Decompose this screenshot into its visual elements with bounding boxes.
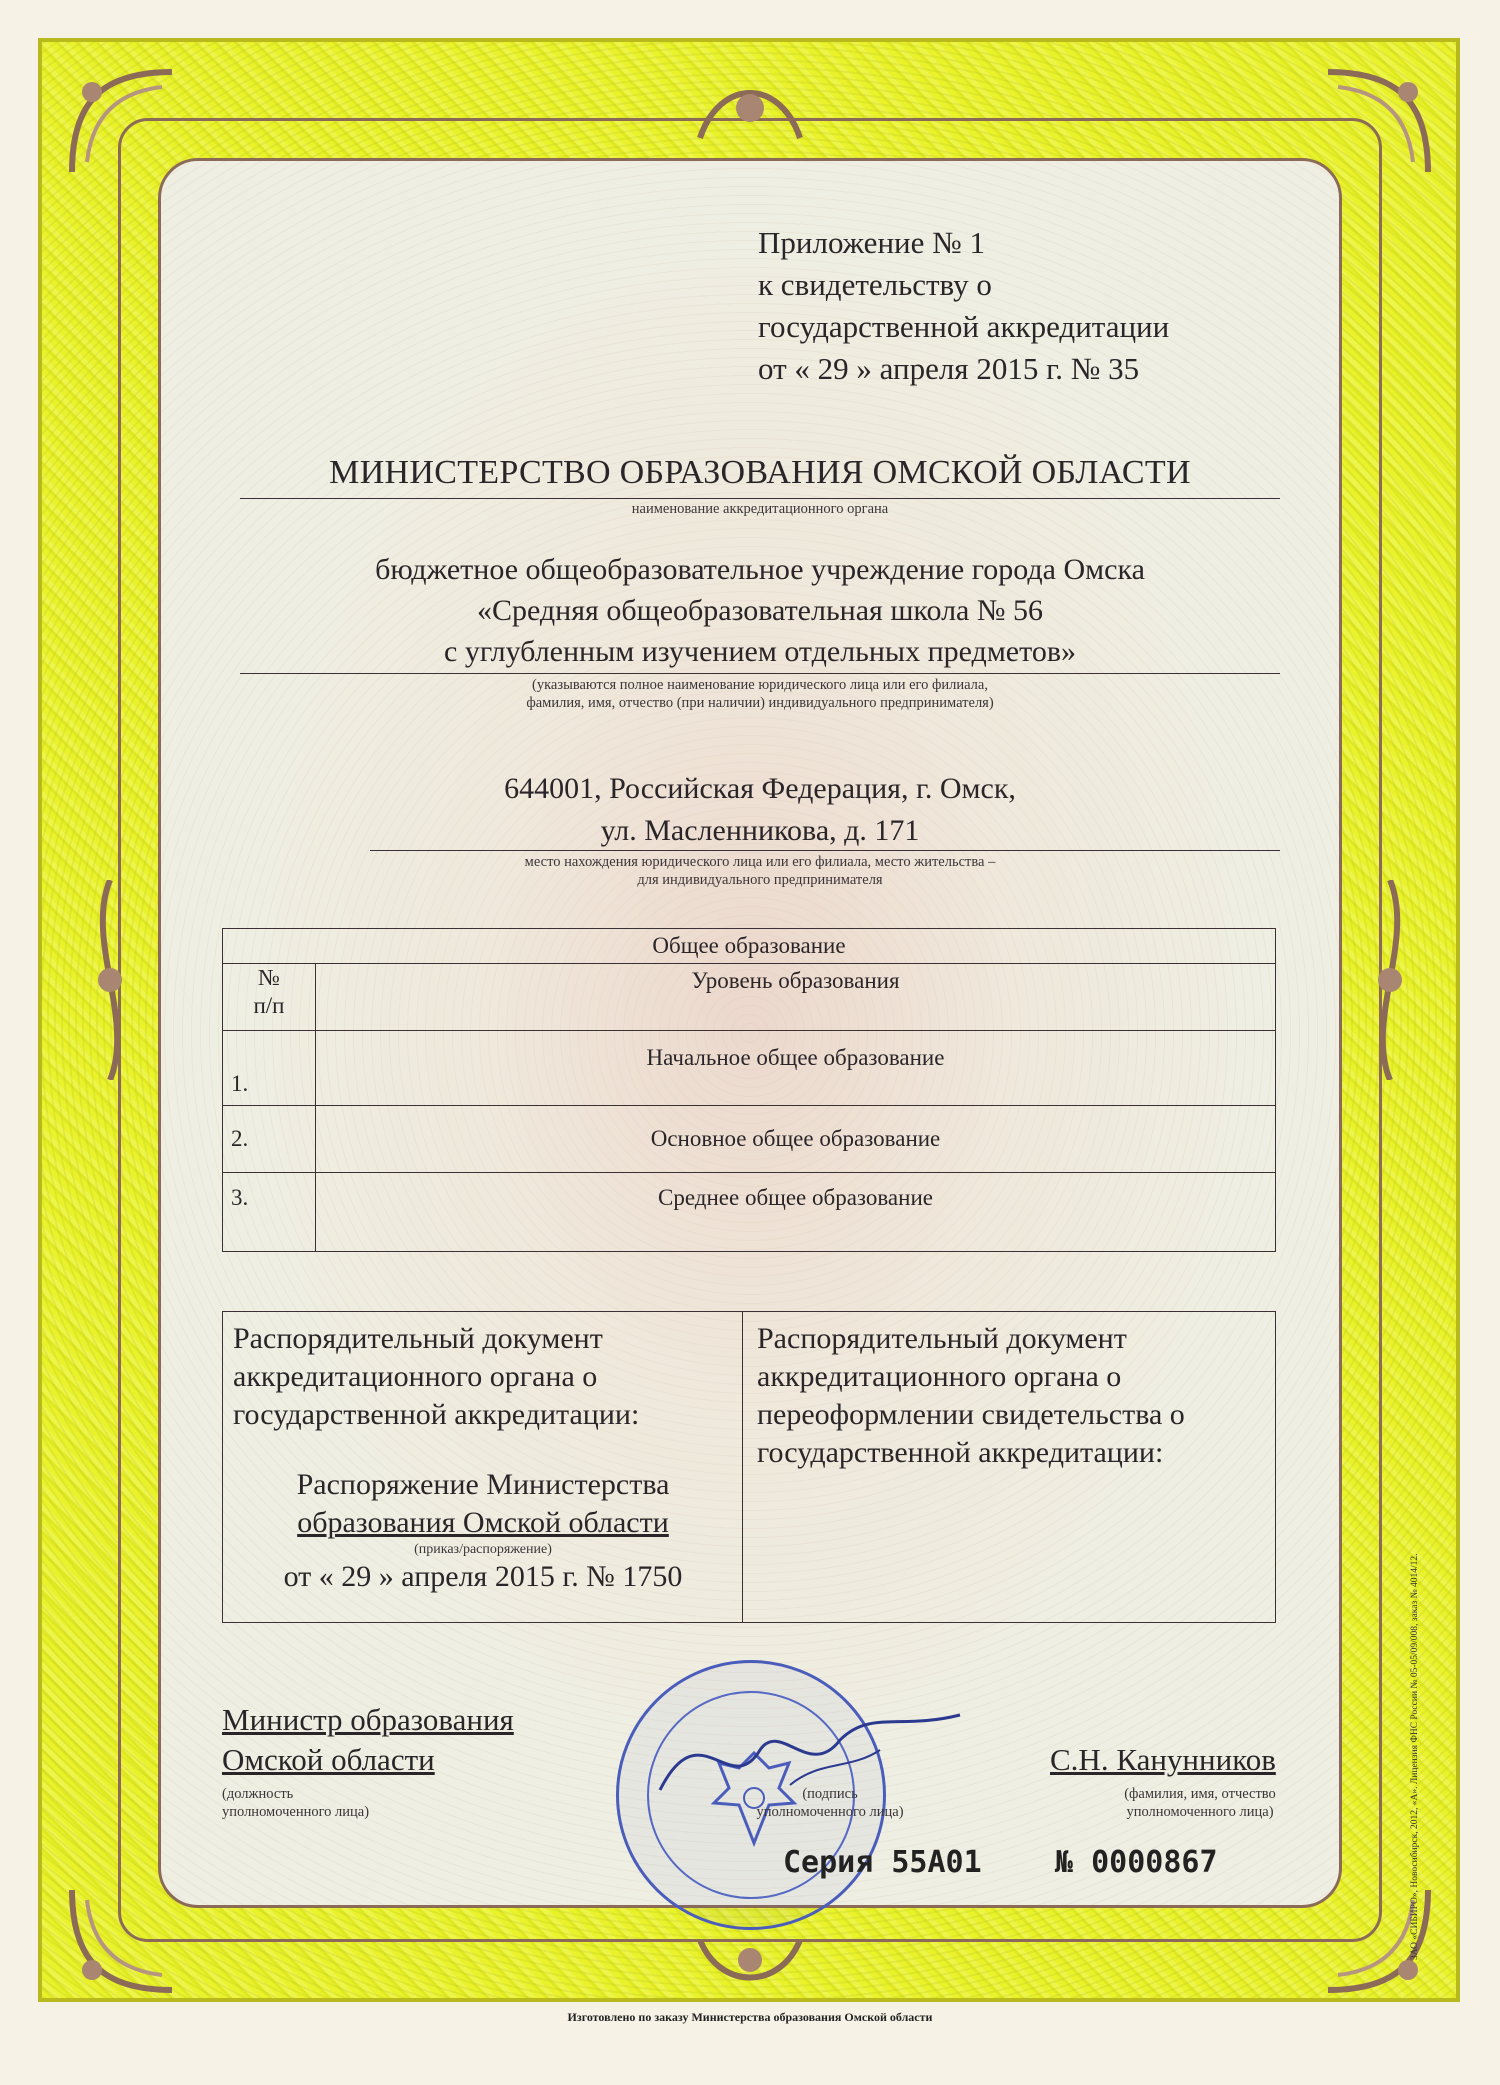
signature-caption	[700, 1785, 960, 1821]
order-title-line-1: Распоряжение Министерства	[296, 1468, 670, 1501]
sign-caption-line-1: (подпись	[802, 1786, 858, 1802]
row-level: Среднее общее образование	[316, 1173, 1276, 1252]
organization-caption-1: (указываются полное наименование юридического лица или его филиала,	[532, 677, 988, 693]
organization-line-2: «Средняя общеобразовательная школа № 56	[476, 594, 1043, 627]
accreditation-heading-line-3: государственной аккредитации:	[233, 1398, 640, 1431]
address-underline	[370, 850, 1280, 851]
order-title-line-2: образования Омской области	[297, 1506, 669, 1539]
annex-line-1: Приложение № 1	[758, 225, 985, 260]
column-header-level: Уровень образования	[316, 964, 1276, 1031]
corner-ornament-bottom-left	[62, 1880, 182, 2000]
accreditation-document-column	[223, 1312, 743, 1622]
side-ornament-right	[1360, 880, 1420, 1080]
authority-caption: наименование аккредитационного органа	[631, 501, 889, 517]
reissue-heading-line-3: переоформлении свидетельства о	[757, 1398, 1185, 1431]
address-line-1: 644001, Российская Федерация, г. Омск,	[504, 772, 1016, 805]
annex-line-2: к свидетельству о	[758, 267, 992, 302]
accreditation-document-heading	[233, 1320, 742, 1434]
accreditation-heading-line-1: Распорядительный документ	[233, 1322, 603, 1355]
bottom-center-ornament	[690, 1930, 810, 2000]
table-row	[223, 1173, 1276, 1252]
annex-line-4: от « 29 » апреля 2015 г. № 35	[758, 351, 1140, 386]
reissue-heading-line-1: Распорядительный документ	[757, 1322, 1127, 1355]
order-date: от « 29 » апреля 2015 г. № 1750	[283, 1560, 683, 1593]
printer-note: Изготовлено по заказу Министерства образования Омской области	[567, 2010, 933, 2024]
reissue-document-heading	[757, 1320, 1275, 1472]
table-row	[223, 1106, 1276, 1173]
organization-line-1: бюджетное общеобразовательное учреждение города Омска	[375, 553, 1145, 586]
form-number: № 0000867	[1055, 1845, 1218, 1880]
printer-license-note: ЗАО «СИБИРО», Новосибирск, 2012, «А». Лицензия ФНС России № 05-05/09/008, заказ № 4014/12.	[1410, 1553, 1420, 1960]
signatory-position	[222, 1700, 514, 1780]
column-header-number-line-2: п/п	[253, 993, 285, 1018]
corner-ornament-bottom-right	[1318, 1880, 1438, 2000]
organization-line-3: с углубленным изучением отдельных предметов»	[444, 635, 1076, 668]
organization-name	[240, 549, 1280, 672]
column-header-number	[223, 964, 316, 1031]
organization-caption	[240, 676, 1280, 712]
table-row	[223, 1031, 1276, 1106]
reissue-heading-line-4: государственной аккредитации:	[757, 1436, 1164, 1469]
annex-line-3: государственной аккредитации	[758, 309, 1170, 344]
address-caption-1: место нахождения юридического лица или его филиала, место жительства –	[524, 854, 996, 870]
address	[240, 768, 1280, 852]
organization-caption-2: фамилия, имя, отчество (при наличии) индивидуального предпринимателя)	[526, 695, 994, 711]
organization-underline	[240, 673, 1280, 674]
reissue-document-column	[743, 1312, 1275, 1622]
side-ornament-left	[80, 880, 140, 1080]
position-caption-line-2: уполномоченного лица)	[222, 1804, 370, 1820]
row-number: 2.	[223, 1106, 316, 1173]
sign-caption-line-2: уполномоченного лица)	[756, 1804, 904, 1820]
address-caption-2: для индивидуального предпринимателя	[637, 872, 883, 888]
signatory-position-caption	[222, 1785, 369, 1821]
position-caption-line-1: (должность	[222, 1786, 294, 1802]
order-caption: (приказ/распоряжение)	[414, 1542, 552, 1557]
accreditation-heading-line-2: аккредитационного органа о	[233, 1360, 598, 1393]
row-number: 3.	[223, 1173, 316, 1252]
signatory-position-line-2: Омской области	[222, 1742, 435, 1777]
signatory-position-line-1: Министр образования	[222, 1702, 514, 1737]
table-title: Общее образование	[223, 929, 1276, 964]
row-number: 1.	[223, 1031, 316, 1106]
top-center-ornament	[690, 68, 810, 148]
address-line-2: ул. Масленникова, д. 171	[600, 814, 920, 847]
authority-name: МИНИСТЕРСТВО ОБРАЗОВАНИЯ ОМСКОЙ ОБЛАСТИ	[329, 454, 1191, 491]
corner-ornament-top-left	[62, 62, 182, 182]
row-level: Основное общее образование	[316, 1106, 1276, 1173]
reissue-heading-line-2: аккредитационного органа о	[757, 1360, 1122, 1393]
corner-ornament-top-right	[1318, 62, 1438, 182]
administrative-documents-box	[222, 1311, 1276, 1623]
name-caption-line-1: (фамилия, имя, отчество	[1124, 1786, 1276, 1802]
authority-underline	[240, 498, 1280, 499]
signatory-name-caption	[1070, 1785, 1330, 1821]
name-caption-line-2: уполномоченного лица)	[1126, 1804, 1274, 1820]
column-header-number-line-1: №	[258, 965, 280, 990]
signatory-name: С.Н. Канунников	[1050, 1742, 1276, 1777]
accreditation-document-body	[233, 1466, 733, 1596]
annex-header	[758, 222, 1169, 390]
form-series: Серия 55А01	[783, 1845, 982, 1880]
address-caption	[240, 853, 1280, 889]
row-level: Начальное общее образование	[316, 1031, 1276, 1106]
education-levels-table	[222, 928, 1276, 1252]
